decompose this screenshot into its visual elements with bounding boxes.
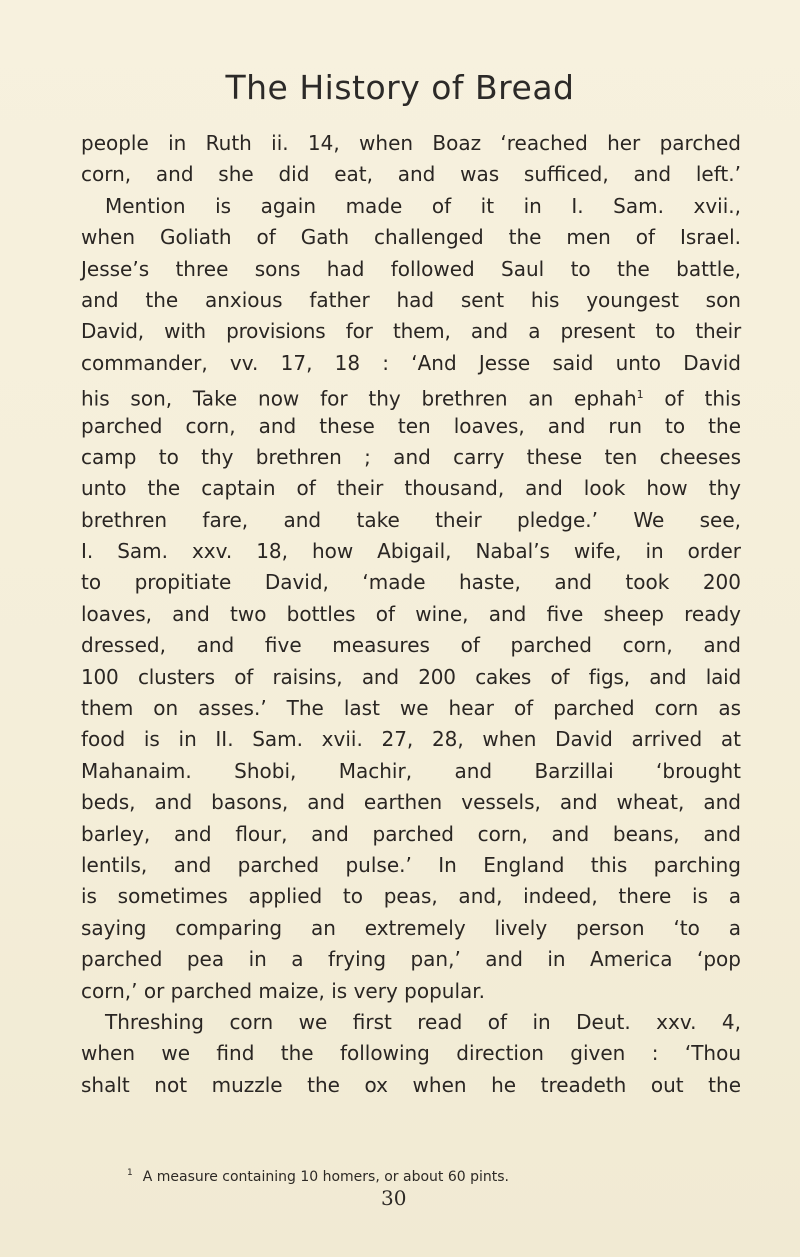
text-line: commander, vv. 17, 18 : ‘And Jesse said unto David [81,350,741,375]
text-line: to propitiate David, ‘made haste, and took 200 [81,570,741,595]
text-line: dressed, and five measures of parched corn, and [81,633,741,658]
text-line: unto the captain of their thousand, and look how thy [81,476,741,501]
text-line: shalt not muzzle the ox when he treadeth out the [81,1072,741,1097]
footnote [127,1168,509,1185]
footnote-marker: 1 [127,1168,133,1178]
text-line: Threshing corn we first read of in Deut. xxv. 4, [105,1009,741,1034]
text-line: food is in II. Sam. xvii. 27, 28, when David arrived at [81,727,741,752]
footnote-reference: 1 [636,388,644,402]
text-line: Mahanaim. Shobi, Machir, and Barzillai ‘brought [81,758,741,783]
text-line-tail: of this [643,386,741,411]
text-line: is sometimes applied to peas, and, indeed, there is a [81,884,741,909]
text-line: parched pea in a frying pan,’ and in America ‘pop [81,947,741,972]
text-line: camp to thy brethren ; and carry these ten cheeses [81,444,741,469]
text-line: when we find the following direction given : ‘Thou [81,1041,741,1066]
text-line: David, with provisions for them, and a present to their [81,319,741,344]
text-line: saying comparing an extremely lively person ‘to a [81,915,741,940]
text-line: corn, and she did eat, and was sufficed, and left.’ [81,162,741,187]
text-line: parched corn, and these ten loaves, and run to the [81,413,741,438]
page-title: The History of Bread [225,68,575,107]
text-line-head: his son, Take now for thy brethren an ephah [81,386,637,411]
text-line: people in Ruth ii. 14, when Boaz ‘reached her parched [81,131,741,155]
text-line: 100 clusters of raisins, and 200 cakes of figs, and laid [81,664,741,689]
text-line-with-footnote [81,379,741,410]
text-line: corn,’ or parched maize, is very popular. [81,978,485,1003]
text-line: when Goliath of Gath challenged the men of Israel. [81,225,741,250]
body-text [81,128,741,1101]
text-line: brethren fare, and take their pledge.’ We see, [81,507,741,532]
text-line: Mention is again made of it in I. Sam. xvii., [105,193,741,218]
text-line: lentils, and parched pulse.’ In England this parching [81,852,741,877]
text-line: loaves, and two bottles of wine, and five sheep ready [81,601,741,626]
text-line: them on asses.’ The last we hear of parched corn as [81,696,741,721]
text-line: beds, and basons, and earthen vessels, and wheat, and [81,790,741,815]
text-line: barley, and flour, and parched corn, and beans, and [81,821,741,846]
text-line: and the anxious father had sent his youngest son [81,287,741,312]
footnote-text: A measure containing 10 homers, or about 60 pints. [142,1169,510,1185]
text-line: I. Sam. xxv. 18, how Abigail, Nabal’s wife, in order [81,539,741,564]
page-number: 30 [381,1186,407,1210]
text-line: Jesse’s three sons had followed Saul to the battle, [81,256,741,281]
